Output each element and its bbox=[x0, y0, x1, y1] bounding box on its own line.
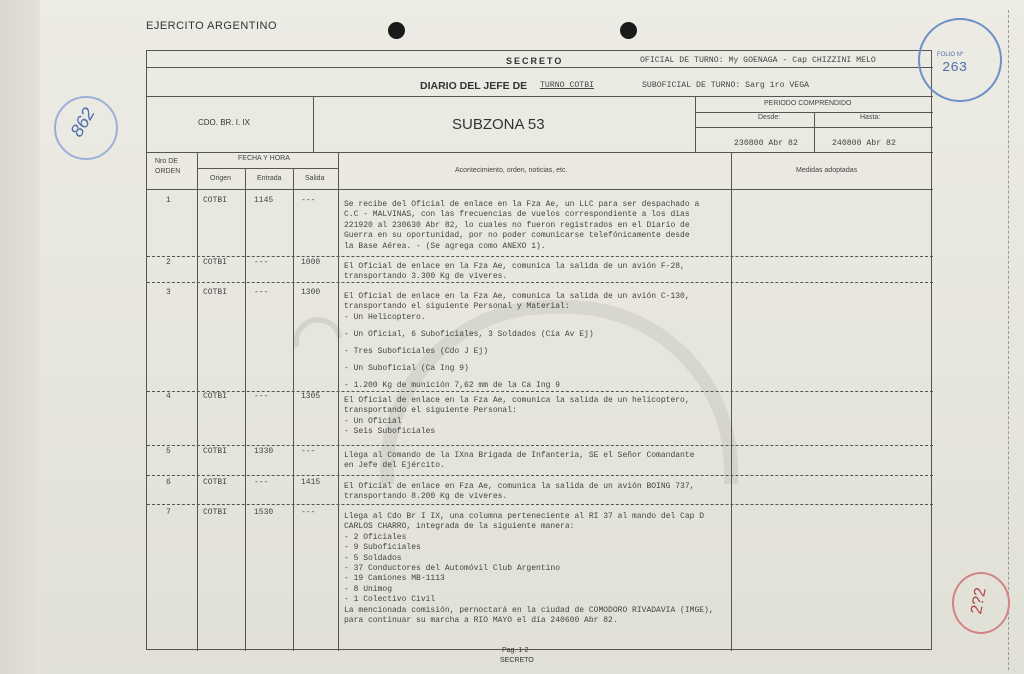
folio-number: 263 bbox=[942, 60, 968, 76]
row-salida: 1000 bbox=[301, 258, 321, 267]
org-name: EJERCITO ARGENTINO bbox=[146, 20, 278, 32]
row-entrada: --- bbox=[254, 288, 269, 297]
row-text-line: - 5 Soldados bbox=[344, 553, 402, 563]
perforation-edge bbox=[1008, 10, 1009, 670]
row-text-line: - Un Suboficial (Ca Ing 9) bbox=[344, 363, 469, 373]
period-label: PERIODO COMPRENDIDO bbox=[764, 100, 852, 107]
row-entrada: 1330 bbox=[254, 447, 274, 456]
hasta-label: Hasta: bbox=[860, 114, 881, 121]
document-subtitle: TURNO COTBI bbox=[540, 81, 595, 90]
row-text-line: - Tres Suboficiales (Cdo J Ej) bbox=[344, 346, 489, 356]
row-origen: COTBI bbox=[203, 478, 228, 487]
row-text-line: - 1.200 Kg de munición 7,62 mm de la Ca Ing 9 bbox=[344, 380, 561, 390]
row-number: 7 bbox=[166, 508, 171, 517]
desde-label: Desde: bbox=[758, 114, 781, 121]
classification-top: SECRETO bbox=[506, 56, 564, 66]
row-entrada: --- bbox=[254, 258, 269, 267]
row-text-line: La mencionada comisión, pernoctará en la ciudad de COMODORO RIVADAVIA (IMGE), bbox=[344, 605, 714, 615]
zone-label: SUBZONA 53 bbox=[452, 116, 545, 133]
period-hasta: 240800 Abr 82 bbox=[832, 139, 896, 148]
row-origen: COTBI bbox=[203, 196, 228, 205]
row-text-line: - 2 Oficiales bbox=[344, 532, 407, 542]
row-origen: COTBI bbox=[203, 392, 228, 401]
oficial-de-turno: OFICIAL DE TURNO: My GOENAGA - Cap CHIZZINI MELO bbox=[640, 56, 876, 65]
folio-stamp bbox=[918, 18, 1002, 102]
right-red-stamp bbox=[952, 572, 1010, 634]
row-number: 4 bbox=[166, 392, 171, 401]
row-text-line: transportando 8.200 Kg de víveres. bbox=[344, 492, 508, 502]
row-text-line: - 9 Suboficiales bbox=[344, 543, 421, 553]
row-text-line: El Oficial de enlace en Fza Ae, comunica la salida de un avión BOING 737, bbox=[344, 482, 695, 491]
row-origen: COTBI bbox=[203, 447, 228, 456]
period-desde: 230800 Abr 82 bbox=[734, 139, 798, 148]
row-number: 2 bbox=[166, 258, 171, 267]
col-nro: Nro DE bbox=[155, 158, 178, 165]
folio-label: FOLIO Nº bbox=[937, 52, 964, 58]
row-origen: COTBI bbox=[203, 508, 228, 517]
row-number: 5 bbox=[166, 447, 171, 456]
col-salida: Salida bbox=[305, 175, 325, 182]
document-title: DIARIO DEL JEFE DE bbox=[420, 80, 528, 92]
row-text-line: C.C - MALVINAS, con las frecuencias de vuelos correspondiente a los dias bbox=[344, 210, 690, 220]
row-text-line: El Oficial de enlace en la Fza Ae, comunica la salida de un avión F-28, bbox=[344, 262, 685, 271]
row-origen: COTBI bbox=[203, 288, 228, 297]
row-origen: COTBI bbox=[203, 258, 228, 267]
row-entrada: 1145 bbox=[254, 196, 274, 205]
row-text-line: Llega al Comando de la IXna Brigada de Infantería, SE el Señor Comandante bbox=[344, 451, 695, 460]
row-salida: 1415 bbox=[301, 478, 321, 487]
row-text-line: - Un Oficial bbox=[344, 416, 402, 426]
row-text-line: - Seis Suboficiales bbox=[344, 427, 436, 437]
classification-bottom: SECRETO bbox=[500, 657, 534, 664]
form-frame bbox=[146, 50, 932, 650]
col-origen: Origen bbox=[210, 175, 232, 182]
row-salida: --- bbox=[301, 508, 316, 517]
row-text-line: - 19 Camiones MB-1113 bbox=[344, 574, 445, 584]
col-orden: ORDEN bbox=[155, 168, 181, 175]
left-stamp-number: 862 bbox=[66, 104, 99, 141]
row-salida: --- bbox=[301, 447, 316, 456]
page-number: Pag. 1-2 bbox=[502, 647, 529, 654]
unit-label: CDO. BR. I. IX bbox=[198, 118, 251, 127]
punch-hole bbox=[620, 22, 637, 39]
row-text-line: - 1 Colectivo Civil bbox=[344, 595, 436, 605]
row-text-line: en Jefe del Ejército. bbox=[344, 461, 445, 471]
row-text-line: El Oficial de enlace en la Fza Ae, comunica la salida de un helicoptero, bbox=[344, 396, 690, 405]
scan-edge bbox=[0, 0, 40, 674]
watermark-mark: ◠ bbox=[283, 298, 351, 377]
row-text-line: transportando el siguiente Personal y Material: bbox=[344, 302, 570, 312]
row-text-line: - 8 Unimog bbox=[344, 584, 393, 594]
col-medidas: Medidas adoptadas bbox=[796, 167, 858, 174]
row-text-line: 221920 al 230630 Abr 82, lo cuales no fueron registrados en el Diario de bbox=[344, 220, 690, 230]
row-number: 3 bbox=[166, 288, 171, 297]
row-salida: 1305 bbox=[301, 392, 321, 401]
row-text-line: Guerra en su oportunidad, por no poder comunicarse telefónicamente desde bbox=[344, 231, 690, 241]
row-entrada: --- bbox=[254, 392, 269, 401]
row-text-line: El Oficial de enlace en la Fza Ae, comunica la salida de un avión C-130, bbox=[344, 292, 690, 301]
col-acontecimiento: Acontecimiento, orden, noticias, etc. bbox=[455, 167, 568, 174]
row-text-line: Llega al Cdo Br I IX, una columna perteneciente al RI 37 al mando del Cap D bbox=[344, 512, 705, 521]
row-text-line: transportando 3.300 Kg de víveres. bbox=[344, 272, 508, 282]
row-entrada: --- bbox=[254, 478, 269, 487]
right-stamp-number: 2?2 bbox=[968, 586, 990, 616]
row-entrada: 1530 bbox=[254, 508, 274, 517]
row-salida: --- bbox=[301, 196, 316, 205]
col-fecha-hora: FECHA Y HORA bbox=[238, 155, 290, 162]
suboficial-de-turno: SUBOFICIAL DE TURNO: Sarg 1ro VEGA bbox=[642, 81, 810, 90]
left-stamp bbox=[54, 96, 118, 160]
row-text-line: transportando el siguiente Personal: bbox=[344, 406, 517, 416]
row-salida: 1300 bbox=[301, 288, 321, 297]
row-text-line: para continuar su marcha a RIO MAYO el día 240600 Abr 82. bbox=[344, 616, 618, 625]
row-text-line: - Un Oficial, 6 Suboficiales, 3 Soldados (Cía Av Ej) bbox=[344, 329, 594, 339]
row-text-line: la Base Aérea. - (Se agrega como ANEXO 1). bbox=[344, 241, 546, 251]
row-text-line: - 37 Conductores del Automóvil Club Argentino bbox=[344, 564, 561, 573]
row-number: 1 bbox=[166, 196, 171, 205]
row-text-line: - Un Helicoptero. bbox=[344, 312, 426, 322]
col-entrada: Entrada bbox=[257, 175, 282, 182]
row-text-line: Se recibe del Oficial de enlace en la Fza Ae, un LLC para ser despachado a bbox=[344, 200, 700, 209]
row-number: 6 bbox=[166, 478, 171, 487]
punch-hole bbox=[388, 22, 405, 39]
row-text-line: CARLOS CHARRO, integrada de la siguiente manera: bbox=[344, 522, 575, 532]
